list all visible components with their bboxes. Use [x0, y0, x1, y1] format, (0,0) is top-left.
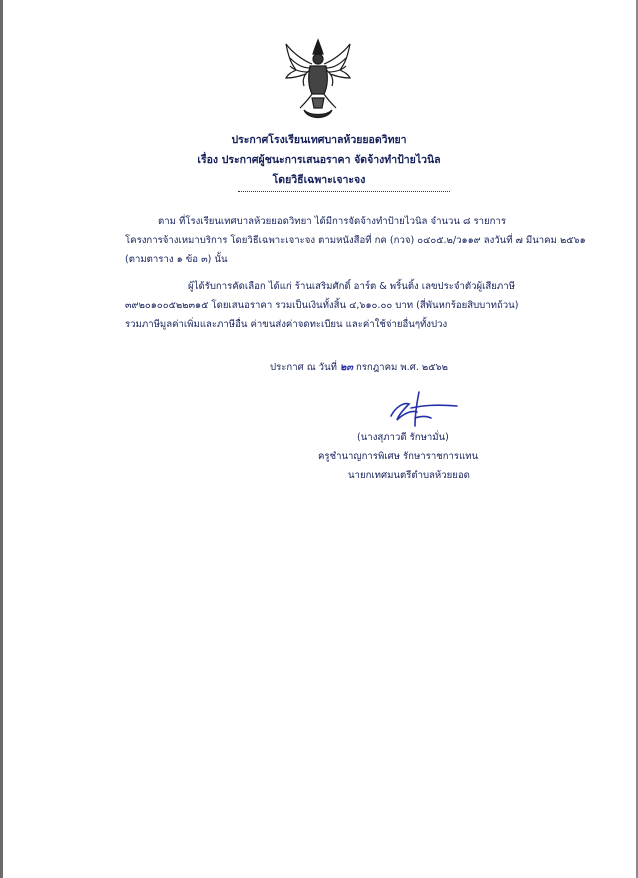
paragraph2-line3: รวมภาษีมูลค่าเพิ่มและภาษีอื่น ค่าขนส่งค่าจดทะเบียน และค่าใช้จ่ายอื่นๆทั้งปวง: [125, 319, 448, 330]
paragraph2-line2: ๓๙๒๐๑๐๐๕๒๒๓๑๕ โดยเสนอราคา รวมเป็นเงินทั้งสิ้น ๔,๖๑๐.๐๐ บาท (สี่พันหกร้อยสิบบาทถ้วน): [125, 300, 519, 311]
announcement-date: [270, 361, 448, 375]
signatory-acting-title: นายกเทศมนตรีตำบลห้วยยอด: [348, 470, 470, 481]
dotted-divider: [238, 191, 450, 192]
date-prefix: ประกาศ ณ วันที่: [270, 362, 337, 373]
paragraph1-line2: โครงการจ้างเหมาบริการ โดยวิธีเฉพาะเจาะจง ตามหนังสือที่ กค (กวจ) ๐๔๐๕.๒/ว๑๑๙ ลงวันที่ ๗ มีนาคม ๒๕๖๑: [125, 235, 586, 246]
signature-icon: [385, 386, 465, 430]
procurement-method: โดยวิธีเฉพาะเจาะจง: [272, 174, 366, 186]
garuda-emblem-icon: [282, 38, 354, 124]
paragraph2-line1: ผู้ได้รับการคัดเลือก ได้แก่ ร้านเสริมศักดิ์ อาร์ต & พริ้นติ้ง เลขประจำตัวผู้เสียภาษี: [188, 281, 515, 292]
announcement-subject: เรื่อง ประกาศผู้ชนะการเสนอราคา จัดจ้างทำป้ายไวนิล: [197, 154, 441, 166]
paragraph1-line1: ตาม ที่โรงเรียนเทศบาลห้วยยอดวิทยา ได้มีการจัดจ้างทำป้ายไวนิล จำนวน ๘ รายการ: [158, 216, 506, 227]
signatory-position: ครูชำนาญการพิเศษ รักษาราชการแทน: [318, 451, 479, 462]
school-title: ประกาศโรงเรียนเทศบาลห้วยยอดวิทยา: [231, 134, 407, 146]
date-suffix: กรกฎาคม พ.ศ. ๒๕๖๒: [355, 362, 448, 373]
signatory-name: (นางสุภาวดี รักษามั่น): [357, 432, 449, 443]
paragraph1-line3: (ตามตาราง ๑ ข้อ ๓) นั้น: [125, 254, 228, 265]
date-day-handwritten: ๒๓: [340, 362, 353, 373]
